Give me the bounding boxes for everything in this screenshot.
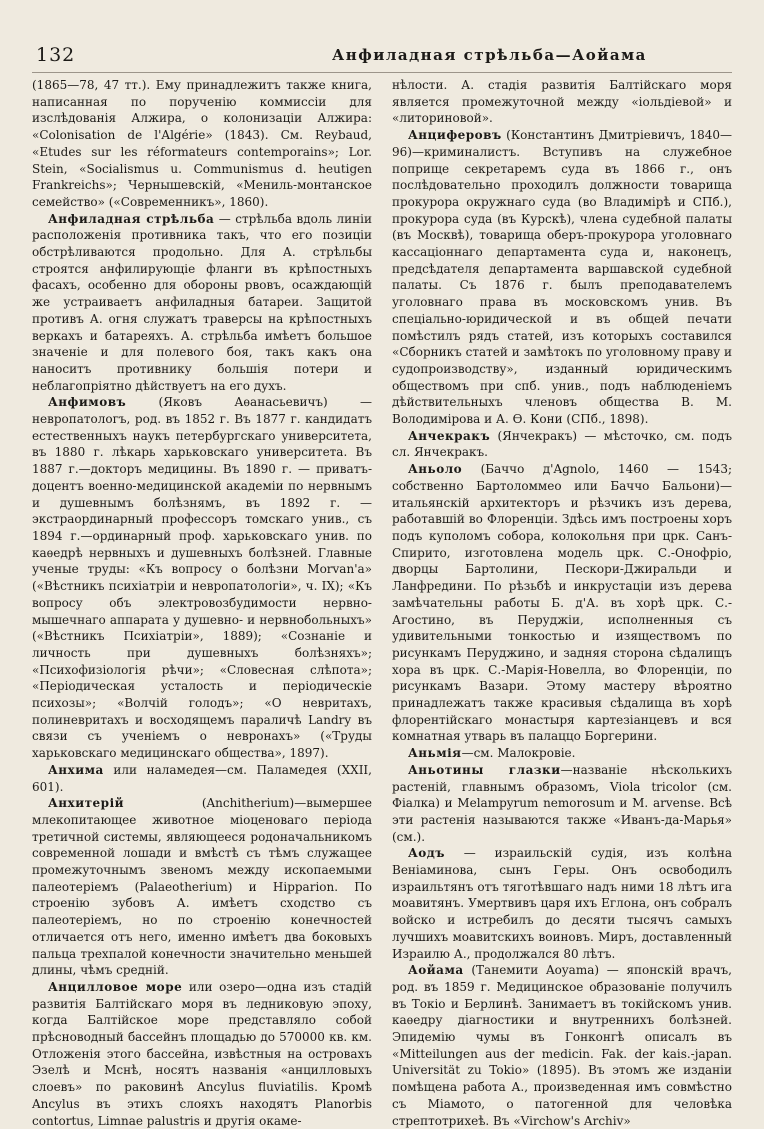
entry-text: —см. Малокровіе. <box>461 746 576 761</box>
entry-text: (1865—78, 47 тт.). Ему принадлежитъ также книга, написанная по порученію коммиссіи для изслѣдованія Алжира, о колонизаціи Алжира: «Colonisation de l'Algérie» (1843). См. Reybaud, «Etudes sur les réformateurs contemporains»; Lor. Stein, «Socialismus u. Communismus d. heutigen Frankreichs»; Чернышевскій, «Мениль-монтанское семейство» («Современникъ», 1860). <box>32 78 372 209</box>
entry-text: (Anchitherium)—вымершее млекопитающее животное міоценоваго періода третичной системы, являющееся родоначальникомъ современной лошади и вмѣстѣ съ тѣмъ служащее промежуточнымъ звеномъ между ископаемыми палеотеріемъ (Palaeotherium) и Hipparion. По строенію зубовъ А. имѣетъ сходство съ палеотеріемъ, но по строенію конечностей отличается отъ него, именно имѣетъ два боковыхъ пальца трехпалой конечности значительно меньшей длины, чѣмъ средній. <box>32 796 372 978</box>
dictionary-entry <box>32 979 372 1129</box>
page-header <box>32 36 732 73</box>
right-column <box>392 77 732 1128</box>
dictionary-entry <box>392 428 732 461</box>
entry-headword: Аодъ <box>408 846 445 861</box>
entry-text: —названіе нѣсколькихъ растеній, главнымъ образомъ, Viola tricolor (см. Фіалка) и Melampyrum nemorosum и M. arvense. Всѣ эти растенія называются также «Иванъ-да-Марья» (см.). <box>392 762 732 844</box>
entry-text: (Танемити Aoyama) — японскій врачъ, род. въ 1859 г. Медицинское образованіе получилъ въ Токіо и Берлинѣ. Занимаетъ въ токійскомъ унив. каѳедру діагностики и внутреннихъ болѣзней. Эпидемію чумы въ Гонконгѣ описалъ въ «Mitteilungen aus der medicin. Fak. der kais.-japan. Universität zu Tokio» (1895). Въ этомъ же изданіи помѣщена работа А., произведенная имъ совмѣстно съ Міамото, о патогенной для человѣка стрептотрихеѣ. Въ «Virchow's Archiv» <box>392 963 732 1128</box>
dictionary-entry <box>392 461 732 745</box>
entry-headword: Аньотины глазки <box>408 762 561 777</box>
dictionary-entry <box>392 845 732 962</box>
running-title: Анфиладная стрѣльба—Аойама <box>332 46 647 64</box>
entry-text: — израильскій судія, изъ колѣна Веніаминова, сынъ Геры. Онъ освободилъ израильтянъ отъ тяготѣвшаго надъ ними 18 лѣтъ ига моавитянъ. Умертвивъ царя ихъ Еглона, онъ собралъ войско и истребилъ до десяти тысячъ самыхъ лучшихъ моавитскихъ воиновъ. Миръ, доставленный Израилю А., продолжался 80 лѣтъ. <box>392 846 732 961</box>
entry-headword: Аньмія <box>408 746 462 761</box>
entry-headword: Анхитерій <box>48 796 125 811</box>
entry-text: (Баччо д'Agnolo, 1460 — 1543; собственно Бартоломмео или Баччо Бальони)—итальянскій архитекторъ и рѣзчикъ изъ дерева, работавшій во Флоренціи. Здѣсь имъ построены хоръ подъ куполомъ собора, колокольня при црк. Санъ-Спирито, изготовлена модель црк. С.-Онофріо, дворцы Бартолини, Пескори-Джиральди и Ланфредини. По рѣзьбѣ и инкрустаціи изъ дерева замѣчательны работы Б. д'А. въ хорѣ црк. С.-Агостино, въ Перуджіи, исполненныя съ удивительными тонкостью и изяществомъ по рисункамъ Перуджино, и задняя сторона сѣдалищъ хора въ црк. С.-Марія-Новелла, во Флоренціи, по рисункамъ Вазари. Этому мастеру вѣроятно принадлежатъ также красивыя сѣдалища въ хорѣ флорентійскаго монастыря картезіанцевъ и вся комнатная утварь въ палаццо Боргерини. <box>392 462 732 744</box>
entry-text: или наламедея—см. Паламедея (XXII, 601). <box>32 762 372 794</box>
dictionary-entry <box>392 127 732 428</box>
entry-text: — стрѣльба вдоль линіи расположенія противника такъ, что его позиціи обстрѣливаются продольно. Для А. стрѣльбы строятся анфилирующіе фланги въ крѣпостныхъ фасахъ, особенно для обороны рвовъ, осаждающій же устраиваетъ анфиладныя батареи. Защитой противъ А. огня служатъ траверсы на крѣпостныхъ веркахъ и батареяхъ. А. стрѣльба имѣетъ большое значеніе и для полевого боя, такъ какъ она наноситъ противнику большія потери и неблагопріятно дѣйствуетъ на его духъ. <box>32 211 372 393</box>
dictionary-entry <box>392 762 732 846</box>
entry-headword: Анчекракъ <box>408 428 491 443</box>
entry-headword: Аойама <box>408 963 464 978</box>
left-column <box>32 77 372 1128</box>
dictionary-entry <box>32 795 372 979</box>
entry-headword: Анхима <box>48 762 104 777</box>
dictionary-entry <box>392 745 732 762</box>
columns <box>32 77 732 1128</box>
entry-text: (Янчекракъ) — мѣсточко, см. подъ сл. Янчекракъ. <box>392 428 732 460</box>
entry-text: нѣлости. А. стадія развитія Балтійскаго моря является промежуточной между «іольдіевой» и «литориновой». <box>392 78 732 126</box>
page-number: 132 <box>36 44 76 66</box>
dictionary-entry <box>32 77 372 211</box>
dictionary-entry <box>32 211 372 395</box>
entry-headword: Анциферовъ <box>408 128 502 143</box>
dictionary-entry <box>32 394 372 761</box>
dictionary-entry <box>392 962 732 1129</box>
entry-text: (Константинъ Дмитріевичъ, 1840—96)—криминалистъ. Вступивъ на служебное поприще секретаремъ суда въ 1866 г., онъ послѣдовательно проходилъ должности товарища прокурора окружнаго суда (во Владимірѣ и СПб.), прокурора суда (въ Курскѣ), члена судебной палаты (въ Москвѣ), товарища оберъ-прокурора уголовнаго кассаціоннаго департамента суда и, наконецъ, предсѣдателя департамента варшавской судебной палаты. Съ 1876 г. былъ преподавателемъ уголовнаго права въ московскомъ унив. Въ спеціально-юридической и въ общей печати помѣстилъ рядъ статей, изъ которыхъ составился «Сборникъ статей и замѣтокъ по уголовному праву и судопроизводству», изданный юридическимъ обществомъ при спб. унив., подъ наблюденіемъ дѣйствительныхъ членовъ общества В. М. Володимірова и А. Ѳ. Кони (СПб., 1898). <box>392 128 732 427</box>
dictionary-entry <box>32 762 372 795</box>
entry-text: (Яковъ Аѳанасьевичъ) — невропатологъ, род. въ 1852 г. Въ 1877 г. кандидатъ естественныхъ наукъ петербургскаго университета, въ 1880 г. лѣкарь харьковскаго университета. Въ 1887 г.—докторъ медицины. Въ 1890 г. — приватъ-доцентъ военно-медицинской академіи по нервнымъ и душевнымъ болѣзнямъ, въ 1892 г. — экстраординарный профессоръ томскаго унив., съ 1894 г.—ординарный проф. харьковскаго унив. по каѳедрѣ нервныхъ и душевныхъ болѣзней. Главные ученые труды: «Къ вопросу о болѣзни Morvan'a» («Вѣстникъ психіатріи и невропатологіи», ч. IX); «Къ вопросу объ электровозбудимости нервно-мышечнаго аппарата у душевно- и нервнобольныхъ» («Вѣстникъ Психіатріи», 1889); «Сознаніе и личность при душевныхъ болѣзняхъ»; «Психофизіологія рѣчи»; «Словесная слѣпота»; «Періодическая усталость и періодическіе психозы»; «Волчій голодъ»; «О невритахъ, полиневритахъ и восходящемъ параличѣ Landry въ связи съ ученіемъ о невронахъ» («Труды харьковскаго медицинскаго общества», 1897). <box>32 395 372 761</box>
entry-text: или озеро—одна изъ стадій развитія Балтійскаго моря въ ледниковую эпоху, когда Балтійское море представляло собой прѣсноводный бассейнъ площадью до 570000 кв. км. Отложенія этого бассейна, извѣстныя на островахъ Эзелѣ и Мснѣ, носятъ названія «анцилловыхъ слоевъ» по раковинѣ Ancylus fluviatilis. Кромѣ Ancylus въ этихъ слояхъ находятъ Planorbis contortus, Limnae palustris и другія окаме- <box>32 979 372 1128</box>
entry-headword: Анфиладная стрѣльба <box>48 211 215 226</box>
dictionary-entry <box>392 77 732 127</box>
entry-headword: Аньоло <box>408 462 463 477</box>
entry-headword: Анцилловое море <box>48 979 183 994</box>
entry-headword: Анфимовъ <box>48 395 127 410</box>
